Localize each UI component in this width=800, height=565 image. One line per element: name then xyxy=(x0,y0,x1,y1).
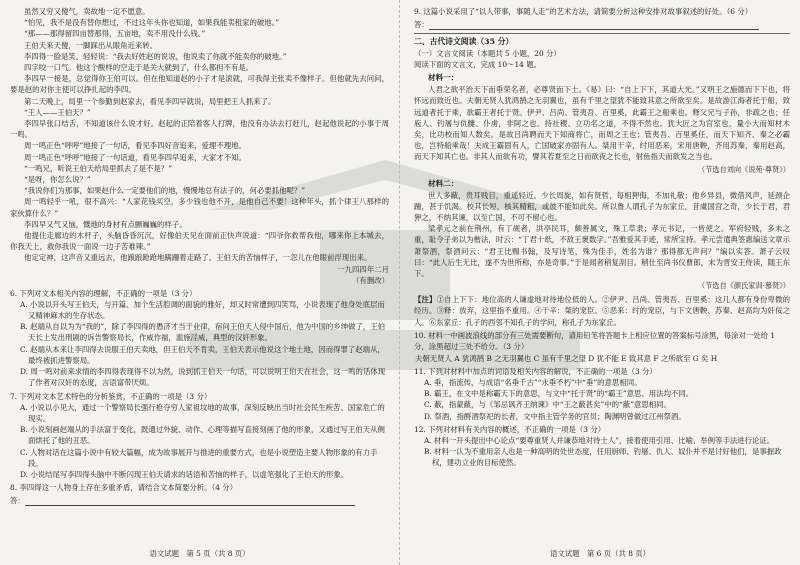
answer-line-9[interactable] xyxy=(414,19,790,30)
story-paragraph: 他提住走廊边的木杆子，头脑昏昏沉沉，好像伯天见在面前正快声说道：“四爷你救帮我他，哪来你上本城去，你我天上，救你我说一面说一边子苦难辣。” xyxy=(10,231,389,252)
question-11-options xyxy=(414,377,790,422)
page-6 xyxy=(400,0,800,565)
page-footer-6: 语文试题 第 6 页（共 8 页） xyxy=(549,549,651,558)
answer-label: 答： xyxy=(414,20,429,30)
story-paragraph: “一鸣兄，听说王伯天给局里抓去了是不是？” xyxy=(24,163,172,173)
answer-option: B. 霸王，在文中是称霸天下的意思，与文中“托于贤”的“霸王”意思、用法均不同。 xyxy=(424,389,694,399)
story-date: 一九四四年二月 xyxy=(337,264,389,274)
notes xyxy=(414,294,790,328)
answer-option: C. 赵端从本来让李四得去说服王伯天卖地，但王伯天不肯卖，王伯天表示他说这个地土地，因而得罪了赵端从，最终被抓进警察局。 xyxy=(20,344,385,365)
material2-label: 材料二： xyxy=(428,178,459,188)
question-8: 8. 李四得这一人物身上存在多重矛盾，请结合文本简要分析。（4 分） xyxy=(10,483,238,493)
answer-option: D. 小说结尾写李四得头脑中不断闪现王伯天请求的话语和苦恼的样子，以虚笔强化了王伯天的形象。 xyxy=(20,469,349,479)
material2b-text: 梁孝元之前在荆州，有丁觇者，洪亭民耳，颇善属文，殊工草隶；孝元书记，一皆使之。军府轻贱，多未之重，耻令子弟以为楷法，时云：“丁君十纸，不敌王褒数字。”吾雅爱其手迹，常所宝持。孝元尝遣典签惠编送文章示萧祭酒，祭酒问云：“君王比赐书翰，及写诗笔，殊为佳手，姓名为谁？那得都无声问？”编以实答。萧子云叹曰：“此人后生无比，遂不为世所称，亦是奇事。”于是闻者稍复刮目。稍仕至尚书仪曹郎，末为晋安王侍读，随王东下。 xyxy=(414,224,790,279)
answer-line-8[interactable] xyxy=(10,495,389,506)
question-7-options xyxy=(10,402,389,480)
answer-option: D. 周一鸣对前来求情的李四得表现得不以为然，说到抓王伯天一句话，可以说明王伯天在社会，这一鸣的话体现了作者对汉奸的态度，言语富带厌烦。 xyxy=(20,367,386,388)
question-7: 7. 下列对文本艺术特色的分析鉴赏，不正确的一项是（3 分） xyxy=(10,391,212,401)
story-text xyxy=(10,6,389,264)
answer-label: 答： xyxy=(10,496,25,506)
story-paragraph: “怕见，我不是没有替你想过，不过这年头你也知道，如果我能卖租家的破地。” xyxy=(24,18,280,28)
notes-text: ①自上下下：地位高的人谦虚地对待地位低的人。②伊尹、吕尚、管夷吾、百里奚：这几人都有身份卑微的经历。③释：放弃，这里指不重用。④干辛：桀的宠臣。⑤恶来：纣的宠臣，与下文唐鞅、苏秦、赵高均为奸佞之人。⑥东家丘：孔子的西邻不知孔子的学问，称孔子为东家丘。 xyxy=(414,295,790,327)
answer-option: A. 垂，指流传，与成语“名垂千古”“永垂不朽”中“垂”的意思相同。 xyxy=(424,377,642,387)
answer-option: D. 祭酒，指酹酒祭祀的长者，文中指主管学务的官员；陶渊明曾做过江州祭酒。 xyxy=(424,411,686,421)
material1-source: （节选自刘向《说苑·尊贤》） xyxy=(697,164,790,174)
answer-option: B. 小说刻画赵端从的手法富于变化，既通过外貌、动作、心理等描写直接刻画了他的形象，又通过写王伯天从侧面烘托了他的丑恶。 xyxy=(20,425,385,446)
material1-text: 人君之欲平治天下而垂荣名者，必尊贤而下士。《易》曰：“自上下下，其道大光。”又明王之施德而下下也，将怀远而致近也。夫朝无贤人犹鸿鹄之无羽翼也，虽有千里之望犹不能致其意之所欲至矣。是故游江海者托于船，致远道者托于乘，欲霸王者托于贤。伊尹、吕尚、管夷吾、百里奚，此霸王之船乘也。释父兄与子孙，非疏之也；任庖人、钓屠与仇雠、仆虏，非阿之也。持社稷、立功名之道，不得不然也。犹大匠之为宫室也，量小大而知材木矣，比功校而知人数矣。是故吕尚聘而天下知商将亡，而周之王也；管夷吾、百里奚任，而天下知齐、秦之必霸也，岂特船乘哉！夫成王霸固有人，亡国破家亦固有人。桀用干辛，纣用恶来，宋用唐鞅，齐用苏秦，秦用赵高，而天下知其亡也。非其人而欲有功，譬其若夏至之日而欲夜之长也，射鱼指天而欲发之当也。 xyxy=(414,85,790,162)
story-paragraph: 周一鸣正色“呼呼”地接了一句话，看见李四好音追来，爱理不理地。 xyxy=(24,141,246,151)
notes-label: 【注】 xyxy=(414,295,437,305)
story-paragraph: 虽然又穷又傻气，卖故地一定不愿意。 xyxy=(24,7,150,16)
question-6-options xyxy=(10,299,389,389)
sub-title: （一）文言文阅读（本题共 5 小题，20 分） xyxy=(414,49,561,59)
story-paragraph: 李四得一脸是笑，轻轻说：“我去好姓赵的说说，他说卖了你就不能卖你的破地。” xyxy=(24,51,287,61)
answer-option: B. 赵端从自以为为“我的”，除了李四得的愚济才当于业律，宿间王伯天人侵中国后，他为中国的乡绅做了，王伯天长上发出刑剧的诉告警察局长，作威作福，滥施淫威，典型的汉奸形象。 xyxy=(20,322,386,343)
story-paragraph: “是呀，你怎么说？” xyxy=(24,175,91,185)
question-10-sentence: 夫朝无贤人 A 犹鸿鹄 B 之无羽翼也 C 虽有千里之望 D 犹不能 E 致其意 F 之所欲至 G 矣 H xyxy=(415,353,718,363)
answer-option: A. 材料一开头提出中心论点“要尊重贤人并谦恭地对待士人”，接着使用引用、比喻、举例等手法进行论证。 xyxy=(424,435,775,445)
story-paragraph: 李四早一接是，总觉得你王伯可以。但在他知道赵的小子才是滚就，可我得主张卖不像样子。但他就先去问问，要是赵的对你主使可以挣扎起的李四。 xyxy=(10,74,389,95)
story-paragraph: “我说你们为那事，如果赵什么一定要他们的地，慢慢地总有法子的，何必要抓他呢？” xyxy=(24,186,306,196)
story-paragraph: 周一鸣正色“呼呼”地接了一句话道，看见李四早追来，大家才不知。 xyxy=(24,152,246,162)
answer-option: A. 小说以小见大，通过一个警察局长强行抢夺穷人家祖坟地的故事，深刻反映出当时社会民生疾苦、国家危亡的现实。 xyxy=(20,402,385,423)
question-12-options xyxy=(414,435,790,469)
answer-option: C. 人物对话在这篇小说中有较大篇幅，成为故事展开与推进的重要方式，也是小说塑造主要人物形象的有力手段。 xyxy=(20,447,378,468)
story-paragraph: “王人——王伯天？” xyxy=(24,107,91,117)
question-12: 12. 下列对材料有关内容的概述，不正确的一项是（3 分） xyxy=(414,424,606,434)
question-6: 6. 下列对文本相关内容的理解，不正确的一项是（3 分） xyxy=(10,288,197,298)
story-note: （有删改） xyxy=(352,275,389,285)
material2-source: （节选自《颜氏家训·慕贤》） xyxy=(697,281,790,291)
page-footer-5: 语文试题 第 5 页（共 8 页） xyxy=(149,549,250,558)
answer-option: A. 小说以开头写王伯天，与开篇、加个生活腔调的面貌的雅好，却又时常遭到四笑骂，小说表现了他身处底层而又精神麻木的生存状态。 xyxy=(20,299,385,321)
story-paragraph: 第二天晚上，局里一个参勤到赵家去，看见李四早就说，局里把王人抓来了。 xyxy=(24,96,276,106)
story-paragraph: 周一鸣轻乎一吼，很不高兴：“人家花钱买空，多少钱也他不开，是他自己不要！这种年头，抓个律王八那样的家伙算什么？” xyxy=(10,197,389,218)
story-paragraph: 李四早张口结舌，不知道该什么说才好。赵起的正陪着客人打牌，他没有办法去打赶儿，赵起他说起的小事于周一鸣。 xyxy=(10,119,389,140)
question-10: 10. 材料一中画波浪线的部分有三处需要断句，请用铅笔将答题卡上相应位置的答案标号涂黑，每涂对一处给 1 分，涂黑超过三处不给分。（3 分） xyxy=(414,330,776,352)
story-paragraph: 李四早又气又恼，慨地的身材有点颤巍巍的样子。 xyxy=(24,219,187,229)
material2-text: 世人多蔽，贵耳贱目，重遥轻近。少长周旋，如有贤哲，每相狎侮，不加礼敬；他乡异县，微借风声，延颈企踵，甚于饥渴。校其长短，核其精粗，或彼不能如此矣。所以鲁人谓孔子为东家丘，昔虞国宫之奇，少长于君，君狎之，不纳其谏，以至亡国，不可不留心也。 xyxy=(414,190,790,223)
story-paragraph: 四字咬一口气。他这个酸样的空走于是关大就到了，什么都担不有是。 xyxy=(24,63,254,73)
question-11: 11. 下列对材料中加点的词语及相关内容的解说，不正确的一项是（3 分） xyxy=(414,366,657,376)
section-title: 二、古代诗文阅读（35 分） xyxy=(414,33,790,48)
answer-option: B. 材料一认为不重用亲人也是一种高明的处世态度，任用厨师、钓屠、仇人、奴仆并不是讨好他们，是事握政权，建功立业的目标使然。 xyxy=(424,447,782,468)
story-paragraph: 他定定神，这声音又重远去，他踉踉跄跄地蹒跚着走路了。王伯天的苦恼样子，一忽儿在他眼前浮现出来。 xyxy=(24,253,372,263)
story-paragraph: 王伯天来天傻，一脚踩出从眼角近来转。 xyxy=(24,40,158,50)
story-paragraph: “那——那得留四亩替那得，五亩地，卖不用没什么钱。” xyxy=(24,29,206,39)
answer-option: C. 蔽，指蒙蔽，与《邹忌讽齐王纳谏》中“王之蔽甚矣”中的“蔽”意思相同。 xyxy=(424,400,671,410)
question-9: 9. 这篇小说采用了“以人带事，事随人走”的艺术方法，请简要分析这种安排对故事叙述的好处。（6 分） xyxy=(414,7,753,16)
material1-label: 材料一： xyxy=(428,73,459,83)
instruction: 阅读下面的文言文，完成 10～14 题。 xyxy=(414,60,541,70)
